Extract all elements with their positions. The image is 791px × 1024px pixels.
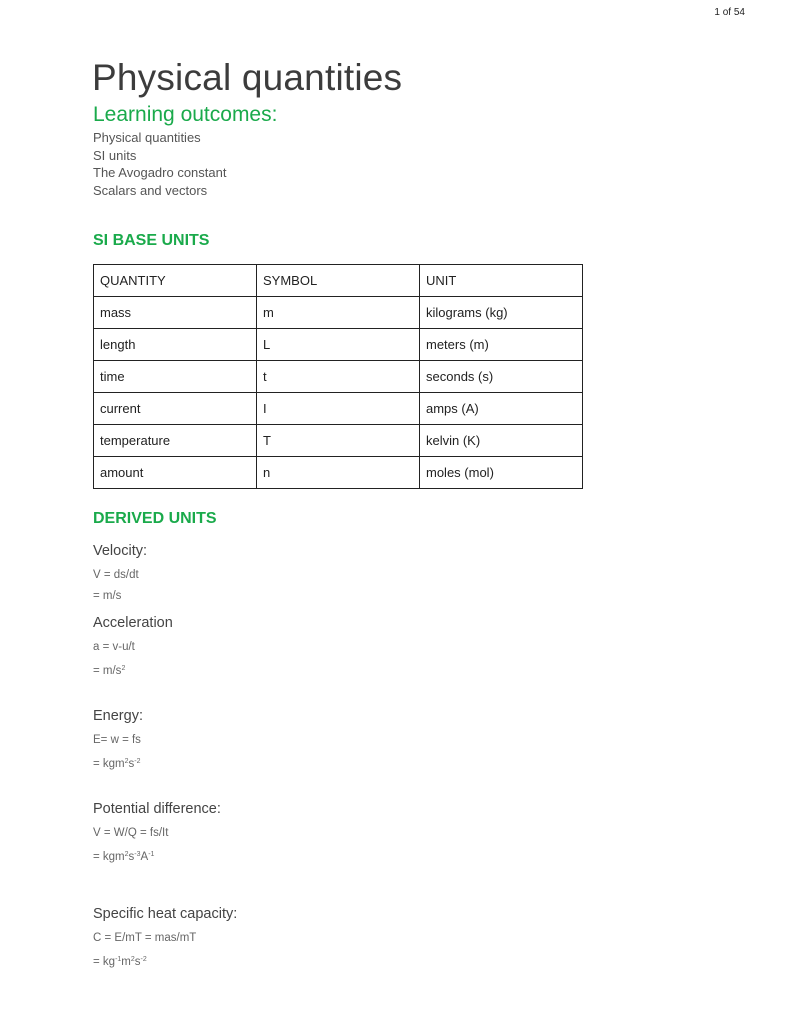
acceleration-unit: = $m/s^2$ (93, 665, 126, 677)
table-cell: time (94, 361, 257, 393)
table-cell: moles (mol) (420, 457, 583, 489)
table-cell: meters (m) (420, 329, 583, 361)
header-cell: QUANTITY (94, 265, 257, 297)
table-header-row (94, 265, 583, 297)
learning-outcome-item: The Avogadro constant (93, 165, 227, 180)
table-cell: T (257, 425, 420, 457)
table-cell: kelvin (K) (420, 425, 583, 457)
energy-label: Energy: (93, 708, 143, 724)
energy-block (93, 708, 143, 775)
table-cell: m (257, 297, 420, 329)
potential-difference-label: Potential difference: (93, 801, 221, 817)
table-row (94, 329, 583, 361)
si-base-units-table (93, 264, 583, 489)
si-base-units-heading: SI BASE UNITS (93, 232, 210, 249)
acceleration-label: Acceleration (93, 615, 173, 631)
learning-outcome-item: SI units (93, 147, 137, 163)
table-row (94, 297, 583, 329)
table-cell: length (94, 329, 257, 361)
learning-outcome-item: Physical quantities (93, 130, 201, 145)
energy-formula: E= w = fs (93, 734, 141, 746)
page-title: Physical quantities (92, 57, 403, 98)
specific-heat-capacity-formula: C = E/mT = mas/mT (93, 932, 197, 944)
table-row (94, 361, 583, 393)
table-cell: L (257, 329, 420, 361)
table-row (94, 457, 583, 489)
table-cell: amount (94, 457, 257, 489)
velocity-block (93, 543, 147, 607)
velocity-label: Velocity: (93, 543, 147, 559)
specific-heat-capacity-unit: = $kg^{-1}m^2s^{-2}$ (93, 956, 147, 968)
table-cell: n (257, 457, 420, 489)
table-row (94, 393, 583, 425)
table-cell: I (257, 393, 420, 425)
acceleration-block (93, 615, 173, 682)
acceleration-formula: a = v-u/t (93, 641, 135, 653)
table-row (94, 425, 583, 457)
derived-units-heading: DERIVED UNITS (93, 510, 217, 527)
specific-heat-capacity-block (93, 906, 237, 973)
potential-difference-formula: V = W/Q = fs/It (93, 827, 169, 839)
table-cell: t (257, 361, 420, 393)
velocity-unit: = m/s (93, 590, 122, 602)
table-cell: mass (94, 297, 257, 329)
velocity-formula: V = ds/dt (93, 569, 139, 581)
learning-outcomes-list (93, 129, 226, 199)
potential-difference-unit: = $kgm^2s^{-3}A^{-1}$ (93, 851, 155, 863)
learning-outcome-item: Scalars and vectors (93, 182, 208, 198)
table-cell: amps (A) (420, 393, 583, 425)
table-cell: temperature (94, 425, 257, 457)
potential-difference-block (93, 801, 221, 868)
header-cell: UNIT (420, 265, 583, 297)
page-counter: 1 of 54 (714, 7, 745, 18)
table-cell: kilograms (kg) (420, 297, 583, 329)
header-cell: SYMBOL (257, 265, 420, 297)
energy-unit: = $kgm^2s^{-2}$ (93, 758, 141, 770)
table-cell: seconds (s) (420, 361, 583, 393)
table-cell: current (94, 393, 257, 425)
learning-outcomes-heading: Learning outcomes: (93, 103, 278, 126)
specific-heat-capacity-label: Specific heat capacity: (93, 906, 238, 922)
